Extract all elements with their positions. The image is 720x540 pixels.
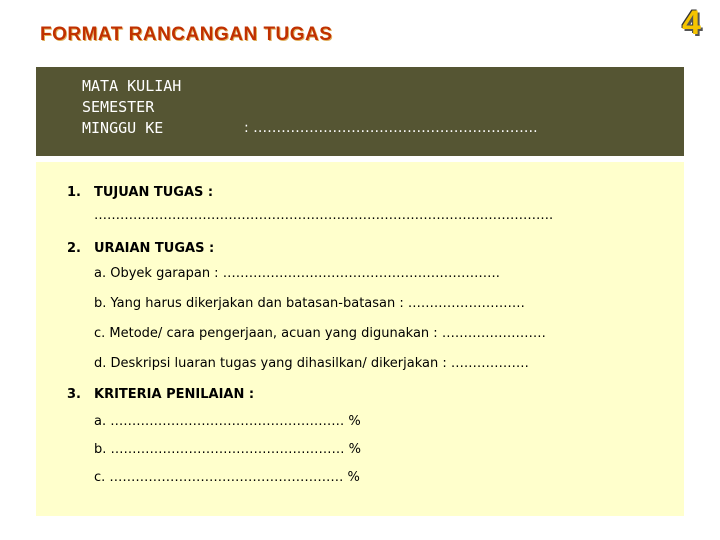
value-mata-kuliah: : ……………………………………………………. bbox=[244, 120, 538, 136]
label-mata-kuliah: MATA KULIAH bbox=[82, 77, 182, 95]
section-2-heading: URAIAN TUGAS : bbox=[94, 241, 215, 256]
section-2-item-c: c. Metode/ cara pengerjaan, acuan yang digunakan : …………………… bbox=[94, 326, 546, 341]
course-info-panel bbox=[36, 67, 684, 156]
page-title: FORMAT RANCANGAN TUGAS bbox=[40, 24, 333, 45]
label-semester: SEMESTER bbox=[82, 98, 155, 116]
assignment-body bbox=[36, 162, 684, 516]
section-3-heading: KRITERIA PENILAIAN : bbox=[94, 387, 255, 402]
section-2-number: 2. bbox=[67, 241, 81, 256]
section-3-item-b: b. ……………………………………………… % bbox=[94, 442, 362, 457]
page-number: 4 bbox=[682, 4, 701, 42]
section-2-item-d: d. Deskripsi luaran tugas yang dihasilkan/ dikerjakan : ……………… bbox=[94, 356, 529, 371]
section-1-heading: TUJUAN TUGAS : bbox=[94, 185, 214, 200]
section-3-number: 3. bbox=[67, 387, 81, 402]
section-1-number: 1. bbox=[67, 185, 81, 200]
section-3-item-a: a. ……………………………………………… % bbox=[94, 414, 361, 429]
label-minggu-ke: MINGGU KE bbox=[82, 119, 164, 137]
section-2-item-b: b. Yang harus dikerjakan dan batasan-batasan : ……………………… bbox=[94, 296, 525, 311]
section-1-line: ……………………………………………………………………………………………. bbox=[94, 208, 554, 223]
section-3-item-c: c. ……………………………………………… % bbox=[94, 470, 360, 485]
course-info-labels bbox=[82, 76, 181, 139]
section-2-item-a: a. Obyek garapan : ………………………………………………………. bbox=[94, 266, 500, 281]
